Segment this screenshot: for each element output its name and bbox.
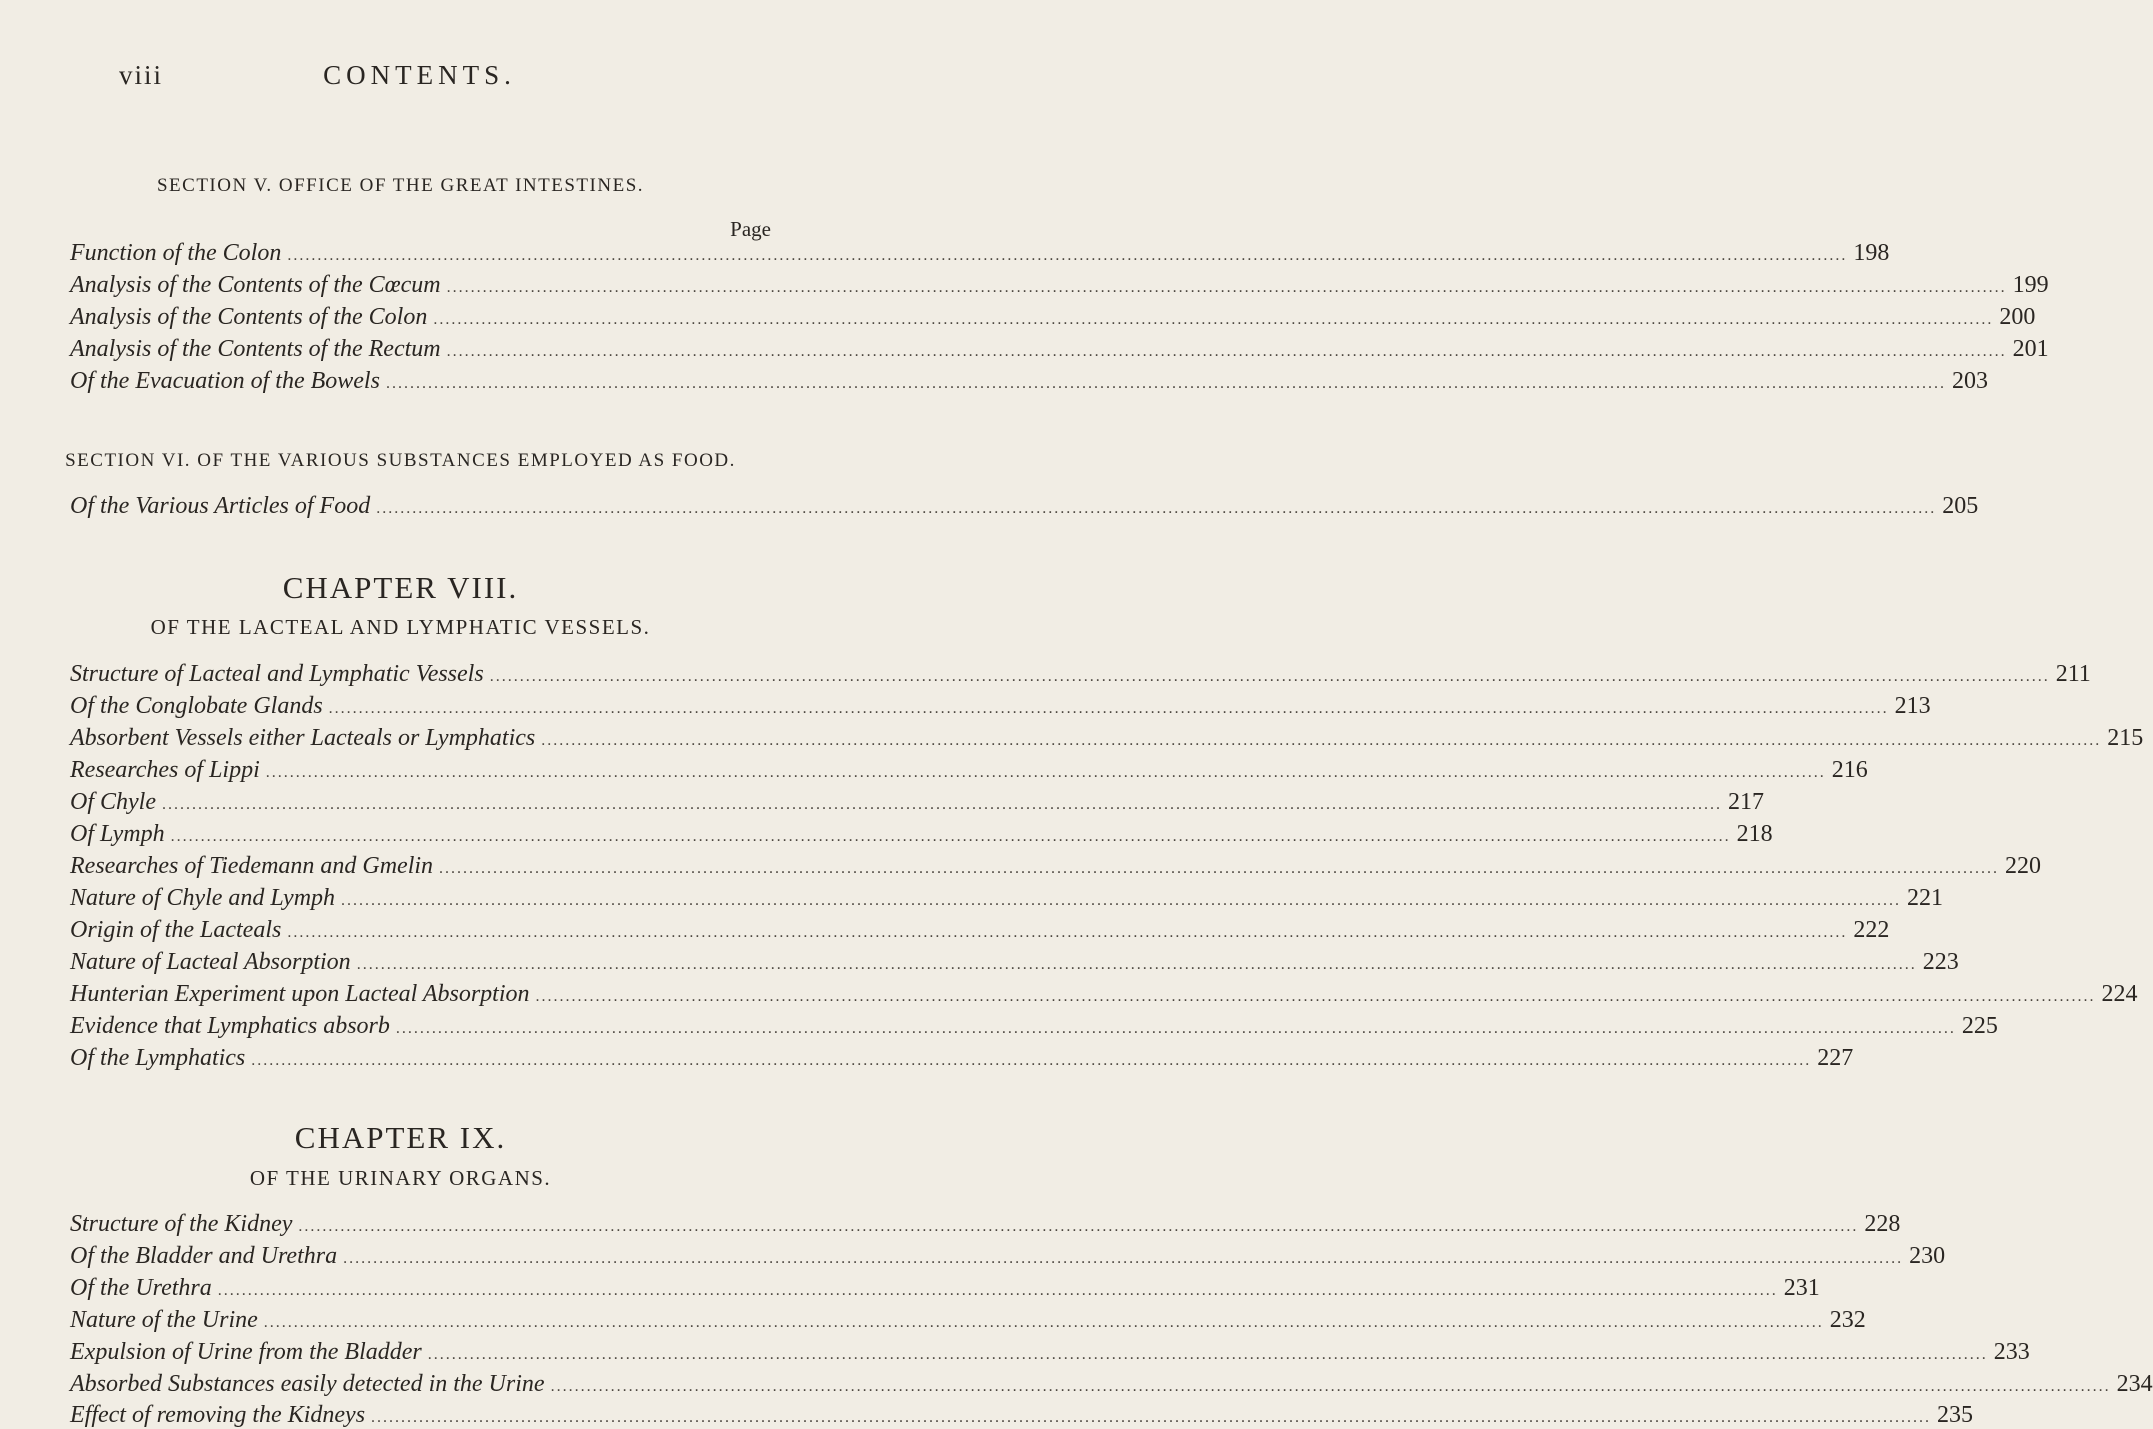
entry-title: Of the Bladder and Urethra: [70, 1243, 338, 1269]
dot-leader: [171, 828, 1731, 846]
dot-leader: [541, 732, 2101, 750]
contents-entry: [70, 1339, 2030, 1369]
chapter-heading: CHAPTER VIII.: [282, 570, 519, 605]
dot-leader: [447, 343, 2007, 361]
entry-page: 217: [1727, 789, 1764, 815]
entry-page: 227: [1817, 1045, 1854, 1071]
contents-entry: [70, 240, 1890, 270]
dot-leader: [298, 1218, 1858, 1236]
contents-entry: [70, 661, 2091, 691]
chapter-heading: CHAPTER IX.: [294, 1120, 507, 1155]
entry-page: 215: [2107, 725, 2144, 751]
dot-leader: [447, 279, 2007, 297]
contents-entry: [70, 693, 1931, 723]
dot-leader: [287, 924, 1847, 942]
entry-page: 211: [2055, 661, 2091, 687]
entry-title: Analysis of the Contents of the Cœcum: [70, 272, 441, 298]
entry-page: 235: [1937, 1402, 1974, 1428]
page-folio: viii: [119, 60, 164, 90]
contents-entry: [70, 272, 2049, 302]
dot-leader: [386, 375, 1946, 393]
running-title: CONTENTS.: [323, 60, 516, 90]
entry-page: 200: [1999, 304, 2036, 330]
entry-title: Structure of Lacteal and Lymphatic Vessels: [70, 661, 484, 687]
dot-leader: [218, 1282, 1778, 1300]
dot-leader: [439, 860, 1999, 878]
entry-title: Expulsion of Urine from the Bladder: [70, 1339, 422, 1365]
contents-entry: [70, 493, 1979, 523]
dot-leader: [341, 892, 1901, 910]
entry-page: 222: [1853, 917, 1890, 943]
contents-entry: [70, 1275, 1820, 1305]
entry-title: Structure of the Kidney: [70, 1211, 293, 1237]
entry-title: Researches of Tiedemann and Gmelin: [70, 853, 434, 879]
entry-title: Of the Various Articles of Food: [70, 493, 371, 519]
entry-page: 220: [2005, 853, 2042, 879]
entry-title: Absorbent Vessels either Lacteals or Lymphatics: [70, 725, 536, 751]
entry-title: Of the Conglobate Glands: [70, 693, 323, 719]
entry-title: Function of the Colon: [70, 240, 282, 266]
dot-leader: [433, 311, 1993, 329]
entry-page: 198: [1853, 240, 1890, 266]
dot-leader: [490, 668, 2050, 686]
contents-entry: [70, 1013, 1998, 1043]
contents-entry: [70, 757, 1868, 787]
entry-page: 201: [2012, 336, 2049, 362]
entry-title: Of the Urethra: [70, 1275, 212, 1301]
entry-title: Analysis of the Contents of the Rectum: [70, 336, 441, 362]
chapter-subtitle: OF THE LACTEAL AND LYMPHATIC VESSELS.: [150, 615, 651, 639]
contents-entry: [70, 336, 2049, 366]
entry-page: 199: [2012, 272, 2049, 298]
contents-entry: [70, 1371, 2153, 1401]
contents-entry: [70, 725, 2144, 755]
dot-leader: [376, 500, 1936, 518]
entry-title: Hunterian Experiment upon Lacteal Absorption: [70, 981, 530, 1007]
dot-leader: [371, 1409, 1931, 1427]
entry-page: 233: [1993, 1339, 2030, 1365]
entry-title: Evidence that Lymphatics absorb: [70, 1013, 390, 1039]
entry-title: Of Lymph: [70, 821, 165, 847]
contents-entry: [70, 885, 1944, 915]
dot-leader: [251, 1052, 1811, 1070]
dot-leader: [536, 988, 2096, 1006]
dot-leader: [162, 796, 1722, 814]
entry-title: Analysis of the Contents of the Colon: [70, 304, 428, 330]
contents-entry: [70, 1243, 1946, 1273]
dot-leader: [357, 956, 1917, 974]
entry-page: 223: [1922, 949, 1959, 975]
dot-leader: [287, 247, 1847, 265]
entry-page: 225: [1961, 1013, 1998, 1039]
dot-leader: [266, 764, 1826, 782]
entry-page: 232: [1829, 1307, 1866, 1333]
entry-title: Nature of the Urine: [70, 1307, 258, 1333]
entry-title: Of the Evacuation of the Bowels: [70, 368, 380, 394]
entry-page: 231: [1783, 1275, 1820, 1301]
contents-entry: [70, 1211, 1901, 1241]
section-heading: SECTION V. OFFICE OF THE GREAT INTESTINES.: [156, 175, 645, 196]
entry-page: 228: [1864, 1211, 1901, 1237]
contents-entry: [70, 1307, 1866, 1337]
contents-entry: [70, 853, 2042, 883]
entry-title: Of Chyle: [70, 789, 156, 815]
contents-entry: [70, 917, 1890, 947]
entry-page: 213: [1894, 693, 1931, 719]
entry-title: Origin of the Lacteals: [70, 917, 282, 943]
dot-leader: [428, 1346, 1988, 1364]
dot-leader: [329, 700, 1889, 718]
entry-title: Of the Lymphatics: [70, 1045, 246, 1071]
entry-page: 205: [1942, 493, 1979, 519]
entry-page: 203: [1951, 368, 1988, 394]
page-column-label: Page: [730, 217, 771, 241]
entry-page: 234: [2116, 1371, 2153, 1397]
contents-entry: [70, 949, 1959, 979]
contents-entry: [70, 789, 1764, 819]
entry-title: Nature of Chyle and Lymph: [70, 885, 336, 911]
contents-entry: [70, 368, 1988, 398]
dot-leader: [551, 1378, 2111, 1396]
contents-entry: [70, 1402, 1974, 1428]
entry-page: 218: [1736, 821, 1773, 847]
dot-leader: [343, 1250, 1903, 1268]
entry-title: Absorbed Substances easily detected in the Urine: [70, 1371, 545, 1397]
entry-page: 221: [1907, 885, 1944, 911]
entry-title: Researches of Lippi: [70, 757, 260, 783]
contents-entry: [70, 304, 2036, 334]
dot-leader: [396, 1020, 1956, 1038]
chapter-subtitle: OF THE URINARY ORGANS.: [249, 1166, 552, 1190]
entry-page: 216: [1831, 757, 1868, 783]
entry-title: Effect of removing the Kidneys: [70, 1402, 366, 1428]
dot-leader: [264, 1314, 1824, 1332]
entry-page: 224: [2101, 981, 2138, 1007]
entry-page: 230: [1909, 1243, 1946, 1269]
contents-entry: [70, 981, 2138, 1011]
contents-entry: [70, 1045, 1854, 1075]
running-head: [0, 60, 801, 92]
entry-title: Nature of Lacteal Absorption: [70, 949, 351, 975]
section-heading: SECTION VI. OF THE VARIOUS SUBSTANCES EMPLOYED AS FOOD.: [65, 450, 736, 471]
contents-entry: [70, 821, 1773, 851]
